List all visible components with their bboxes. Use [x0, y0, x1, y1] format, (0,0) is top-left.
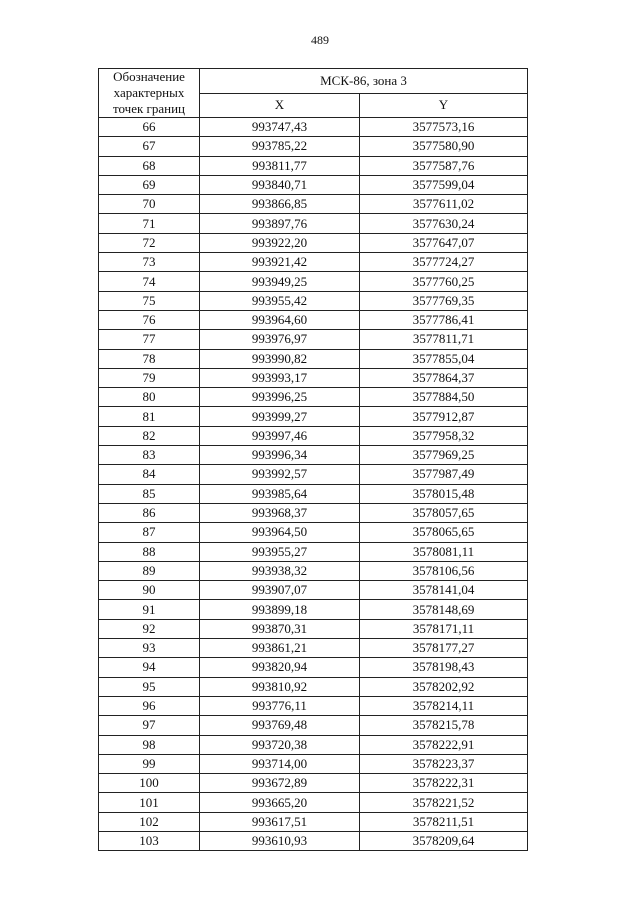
table-row [99, 523, 528, 542]
table-row [99, 639, 528, 658]
point-number-cell: 100 [99, 774, 200, 793]
point-number-cell: 82 [99, 426, 200, 445]
table-body [99, 118, 528, 851]
x-coordinate-cell: 993949,25 [200, 272, 360, 291]
point-number-cell: 93 [99, 639, 200, 658]
x-coordinate-cell: 993897,76 [200, 214, 360, 233]
table-row [99, 581, 528, 600]
table-row [99, 561, 528, 580]
point-number-cell: 96 [99, 696, 200, 715]
table-row [99, 118, 528, 137]
header-coordinate-system: МСК-86, зона 3 [200, 69, 528, 94]
x-coordinate-cell: 993922,20 [200, 233, 360, 252]
x-coordinate-cell: 993810,92 [200, 677, 360, 696]
point-number-cell: 88 [99, 542, 200, 561]
y-coordinate-cell: 3578222,91 [360, 735, 528, 754]
x-coordinate-cell: 993938,32 [200, 561, 360, 580]
y-coordinate-cell: 3577573,16 [360, 118, 528, 137]
table-row [99, 812, 528, 831]
table-row [99, 253, 528, 272]
y-coordinate-cell: 3578198,43 [360, 658, 528, 677]
x-coordinate-cell: 993999,27 [200, 407, 360, 426]
x-coordinate-cell: 993955,27 [200, 542, 360, 561]
table-row [99, 388, 528, 407]
point-number-cell: 97 [99, 716, 200, 735]
table-row [99, 774, 528, 793]
x-coordinate-cell: 993820,94 [200, 658, 360, 677]
table-row [99, 793, 528, 812]
point-number-cell: 90 [99, 581, 200, 600]
y-coordinate-cell: 3577855,04 [360, 349, 528, 368]
table-row [99, 446, 528, 465]
point-number-cell: 78 [99, 349, 200, 368]
x-coordinate-cell: 993899,18 [200, 600, 360, 619]
x-coordinate-cell: 993990,82 [200, 349, 360, 368]
x-coordinate-cell: 993992,57 [200, 465, 360, 484]
x-coordinate-cell: 993776,11 [200, 696, 360, 715]
point-number-cell: 70 [99, 195, 200, 214]
x-coordinate-cell: 993785,22 [200, 137, 360, 156]
table-row [99, 349, 528, 368]
point-number-cell: 85 [99, 484, 200, 503]
table-row [99, 677, 528, 696]
x-coordinate-cell: 993964,60 [200, 310, 360, 329]
point-number-cell: 71 [99, 214, 200, 233]
point-number-cell: 73 [99, 253, 200, 272]
point-number-cell: 84 [99, 465, 200, 484]
y-coordinate-cell: 3577647,07 [360, 233, 528, 252]
x-coordinate-cell: 993976,97 [200, 330, 360, 349]
point-number-cell: 86 [99, 503, 200, 522]
table-row [99, 600, 528, 619]
y-coordinate-cell: 3578211,51 [360, 812, 528, 831]
point-number-cell: 66 [99, 118, 200, 137]
x-coordinate-cell: 993610,93 [200, 831, 360, 850]
point-number-cell: 77 [99, 330, 200, 349]
y-coordinate-cell: 3577599,04 [360, 175, 528, 194]
table-row [99, 272, 528, 291]
header-point-designation: Обозначение характерных точек границ [99, 69, 200, 118]
table-row [99, 831, 528, 850]
x-coordinate-cell: 993866,85 [200, 195, 360, 214]
y-coordinate-cell: 3577769,35 [360, 291, 528, 310]
point-number-cell: 89 [99, 561, 200, 580]
y-coordinate-cell: 3578057,65 [360, 503, 528, 522]
x-coordinate-cell: 993921,42 [200, 253, 360, 272]
y-coordinate-cell: 3577724,27 [360, 253, 528, 272]
point-number-cell: 69 [99, 175, 200, 194]
table-row [99, 156, 528, 175]
y-coordinate-cell: 3578106,56 [360, 561, 528, 580]
point-number-cell: 103 [99, 831, 200, 850]
point-number-cell: 101 [99, 793, 200, 812]
point-number-cell: 98 [99, 735, 200, 754]
x-coordinate-cell: 993968,37 [200, 503, 360, 522]
point-number-cell: 76 [99, 310, 200, 329]
table-row [99, 214, 528, 233]
table-row [99, 542, 528, 561]
header-x: X [200, 93, 360, 118]
y-coordinate-cell: 3578215,78 [360, 716, 528, 735]
point-number-cell: 79 [99, 368, 200, 387]
y-coordinate-cell: 3577811,71 [360, 330, 528, 349]
x-coordinate-cell: 993996,34 [200, 446, 360, 465]
table-row [99, 619, 528, 638]
y-coordinate-cell: 3577630,24 [360, 214, 528, 233]
y-coordinate-cell: 3578171,11 [360, 619, 528, 638]
y-coordinate-cell: 3578177,27 [360, 639, 528, 658]
x-coordinate-cell: 993870,31 [200, 619, 360, 638]
table-row [99, 407, 528, 426]
y-coordinate-cell: 3577760,25 [360, 272, 528, 291]
point-number-cell: 99 [99, 754, 200, 773]
table-row [99, 484, 528, 503]
point-number-cell: 92 [99, 619, 200, 638]
y-coordinate-cell: 3577611,02 [360, 195, 528, 214]
y-coordinate-cell: 3578081,11 [360, 542, 528, 561]
y-coordinate-cell: 3578214,11 [360, 696, 528, 715]
y-coordinate-cell: 3578223,37 [360, 754, 528, 773]
y-coordinate-cell: 3577580,90 [360, 137, 528, 156]
table-row [99, 503, 528, 522]
header-y: Y [360, 93, 528, 118]
y-coordinate-cell: 3577987,49 [360, 465, 528, 484]
table-row [99, 754, 528, 773]
table-row [99, 696, 528, 715]
point-number-cell: 94 [99, 658, 200, 677]
table-row [99, 137, 528, 156]
x-coordinate-cell: 993993,17 [200, 368, 360, 387]
y-coordinate-cell: 3578221,52 [360, 793, 528, 812]
x-coordinate-cell: 993997,46 [200, 426, 360, 445]
y-coordinate-cell: 3577958,32 [360, 426, 528, 445]
y-coordinate-cell: 3577884,50 [360, 388, 528, 407]
x-coordinate-cell: 993720,38 [200, 735, 360, 754]
point-number-cell: 102 [99, 812, 200, 831]
table-row [99, 310, 528, 329]
point-number-cell: 91 [99, 600, 200, 619]
x-coordinate-cell: 993769,48 [200, 716, 360, 735]
table-row [99, 195, 528, 214]
y-coordinate-cell: 3578209,64 [360, 831, 528, 850]
table-row [99, 716, 528, 735]
y-coordinate-cell: 3577864,37 [360, 368, 528, 387]
y-coordinate-cell: 3578148,69 [360, 600, 528, 619]
x-coordinate-cell: 993672,89 [200, 774, 360, 793]
x-coordinate-cell: 993955,42 [200, 291, 360, 310]
x-coordinate-cell: 993811,77 [200, 156, 360, 175]
y-coordinate-cell: 3578065,65 [360, 523, 528, 542]
coordinates-table [98, 68, 528, 851]
table-row [99, 330, 528, 349]
table-row [99, 368, 528, 387]
point-number-cell: 87 [99, 523, 200, 542]
point-number-cell: 72 [99, 233, 200, 252]
y-coordinate-cell: 3578222,31 [360, 774, 528, 793]
table-row [99, 735, 528, 754]
x-coordinate-cell: 993714,00 [200, 754, 360, 773]
point-number-cell: 67 [99, 137, 200, 156]
x-coordinate-cell: 993985,64 [200, 484, 360, 503]
point-number-cell: 68 [99, 156, 200, 175]
y-coordinate-cell: 3578202,92 [360, 677, 528, 696]
table-header [99, 69, 528, 118]
table-row [99, 658, 528, 677]
table-row [99, 175, 528, 194]
x-coordinate-cell: 993840,71 [200, 175, 360, 194]
y-coordinate-cell: 3577786,41 [360, 310, 528, 329]
point-number-cell: 74 [99, 272, 200, 291]
table-row [99, 465, 528, 484]
table-row [99, 233, 528, 252]
x-coordinate-cell: 993861,21 [200, 639, 360, 658]
x-coordinate-cell: 993996,25 [200, 388, 360, 407]
table-row [99, 426, 528, 445]
point-number-cell: 81 [99, 407, 200, 426]
y-coordinate-cell: 3577969,25 [360, 446, 528, 465]
y-coordinate-cell: 3577587,76 [360, 156, 528, 175]
page-number: 489 [311, 33, 329, 47]
table-row [99, 291, 528, 310]
point-number-cell: 80 [99, 388, 200, 407]
x-coordinate-cell: 993907,07 [200, 581, 360, 600]
y-coordinate-cell: 3577912,87 [360, 407, 528, 426]
y-coordinate-cell: 3578015,48 [360, 484, 528, 503]
point-number-cell: 75 [99, 291, 200, 310]
y-coordinate-cell: 3578141,04 [360, 581, 528, 600]
x-coordinate-cell: 993747,43 [200, 118, 360, 137]
x-coordinate-cell: 993964,50 [200, 523, 360, 542]
x-coordinate-cell: 993617,51 [200, 812, 360, 831]
point-number-cell: 83 [99, 446, 200, 465]
point-number-cell: 95 [99, 677, 200, 696]
x-coordinate-cell: 993665,20 [200, 793, 360, 812]
